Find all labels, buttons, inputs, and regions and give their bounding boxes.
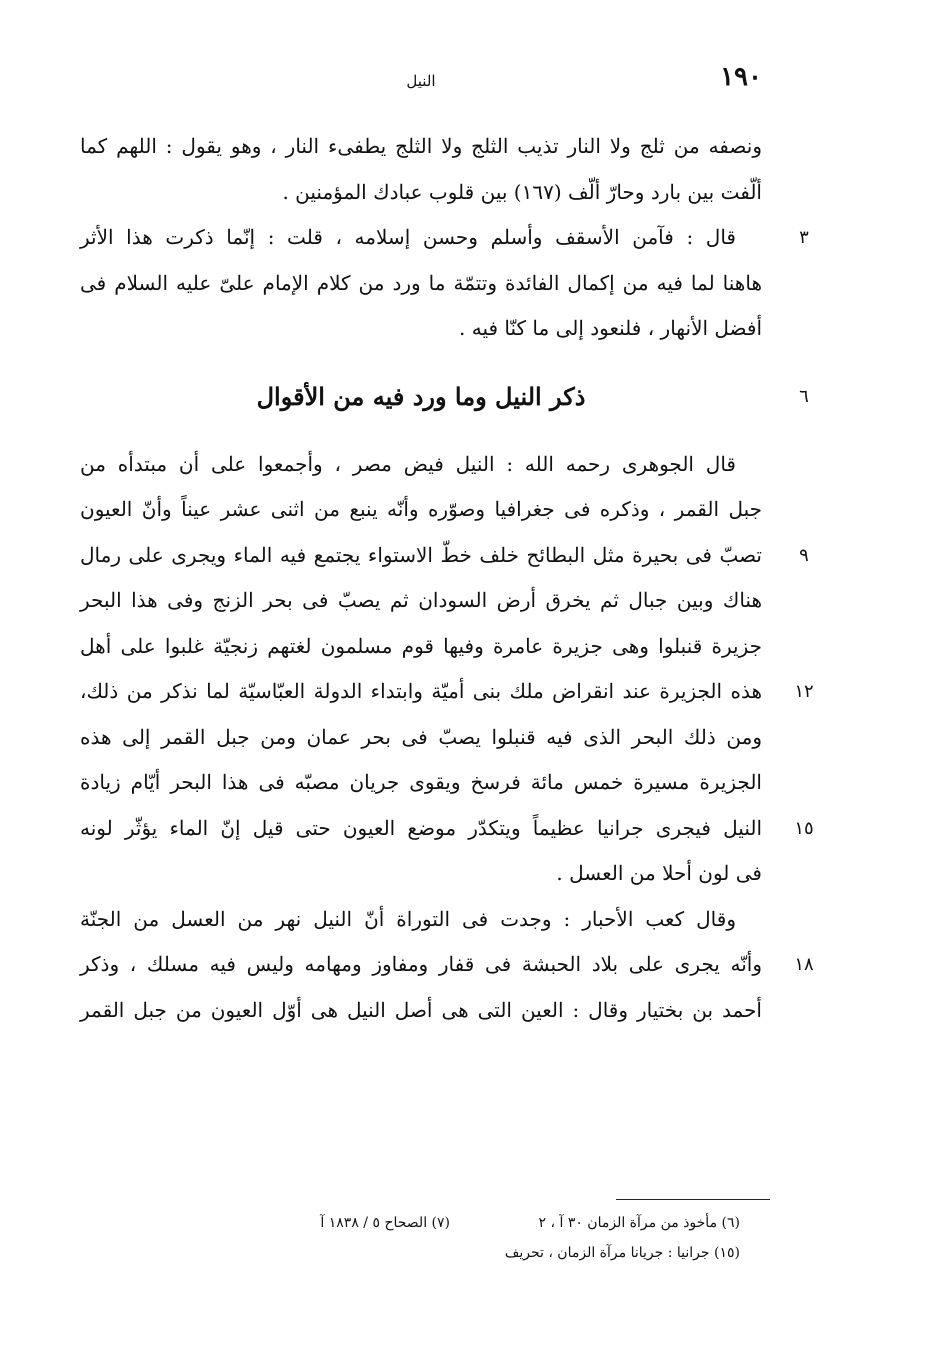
line-number: ١٨ xyxy=(794,954,814,975)
text-line: تصبّ فى بحيرة مثل البطائح خلف خطّ الاستواء يجتمع فيه الماء ويجرى على رمال ٩ xyxy=(80,533,762,579)
text-line: الجزيرة مسيرة خمس مائة فرسخ ويقوى جريان مصبّه فى هذا البحر أيّام زيادة xyxy=(80,770,762,794)
text-line: هناك وبين جبال ثم يخرق أرض السودان ثم يصبّ فى بحر الزنج وفى هذا البحر xyxy=(80,588,762,612)
text-line: ومن ذلك البحر الذى فيه قنبلوا يصبّ فى بحر عمان ومن جبل القمر إلى هذه xyxy=(80,724,762,749)
running-title: النيل xyxy=(406,72,436,90)
text-line: وأنّه يجرى على بلاد الحبشة فى قفار ومفاوز ومهامه وليس فيه مسلك ، وذكر ١٨ xyxy=(80,942,762,988)
paragraph xyxy=(80,897,814,1034)
footnote-row xyxy=(140,1238,740,1268)
paragraph xyxy=(80,215,809,352)
line-number: ١٢ xyxy=(794,681,814,702)
footnote-15: (١٥) جرانيا : جريانا مرآة الزمان ، تحريف xyxy=(504,1245,740,1261)
text-line: هاهنا لما فيه من إكمال الفائدة وتتمّة ما ورد من كلام الإمام علىّ عليه السلام فى xyxy=(80,270,762,295)
text-line: جبل القمر ، وذكره فى جغرافيا وصوّره وأنّه ينبع من اثنى عشر عيناً وأنّ العيون xyxy=(80,497,762,521)
paragraph xyxy=(80,124,762,215)
line-number: ٣ xyxy=(799,227,809,248)
text-line: أحمد بن بختيار وقال : العين التى هى أصل النيل هى أوّل العيون من جبل القمر xyxy=(80,997,762,1022)
text-line: فى لون أحلا من العسل . xyxy=(556,861,762,885)
section-heading-text: ذكر النيل وما ورد فيه من الأقوال xyxy=(256,381,586,411)
text-line: قال الجوهرى رحمه الله : النيل فيض مصر ، وأجمعوا على أن مبتدأه من xyxy=(80,451,736,476)
text-line: قال : فآمن الأسقف وأسلم وحسن إسلامه ، قلت : إنّما ذكرت هذا الأثر ٣ xyxy=(80,215,762,261)
text-line: هذه الجزيرة عند انقراض ملك بنى أميّة وابتداء الدولة العبّاسيّة لما نذكر من ذلك، ١٢ xyxy=(80,669,762,715)
page-number: ١٩٠ xyxy=(720,62,762,92)
page-header xyxy=(80,62,762,102)
text-line: النيل فيجرى جرانيا عظيماً ويتكدّر موضع العيون حتى قيل إنّ الماء يؤثّر لونه ١٥ xyxy=(80,806,762,852)
footnote-7: (٧) الصحاح ٥ / ١٨٣٨ آ xyxy=(320,1215,450,1231)
section-heading xyxy=(80,368,809,426)
text-line: جزيرة قنبلوا وهى جزيرة عامرة وفيها قوم مسلمون لغتهم زنجيّة غلبوا على أهل xyxy=(80,633,762,658)
footnote-row xyxy=(140,1208,740,1238)
footnote-6: (٦) مأخوذ من مرآة الزمان ٣٠ آ ، ٢ xyxy=(538,1215,740,1231)
text-line: ألّفت بين بارد وحارّ ألّف (١٦٧) بين قلوب عبادك المؤمنين . xyxy=(282,179,762,204)
line-number: ٦ xyxy=(799,385,809,407)
paragraph xyxy=(80,442,814,897)
text-line: أفضل الأنهار ، فلنعود إلى ما كنّا فيه . xyxy=(459,316,762,340)
line-number: ١٥ xyxy=(794,817,814,839)
footnote-divider xyxy=(616,1199,770,1200)
footnotes xyxy=(140,1208,740,1268)
main-text xyxy=(80,124,814,1033)
text-line: ونصفه من ثلج ولا النار تذيب الثلج ولا الثلج يطفىء النار ، وهو يقول : اللهم كما xyxy=(80,134,762,158)
line-number: ٩ xyxy=(799,544,809,566)
text-line: وقال كعب الأحبار : وجدت فى التوراة أنّ النيل نهر من العسل من الجنّة xyxy=(80,906,736,931)
